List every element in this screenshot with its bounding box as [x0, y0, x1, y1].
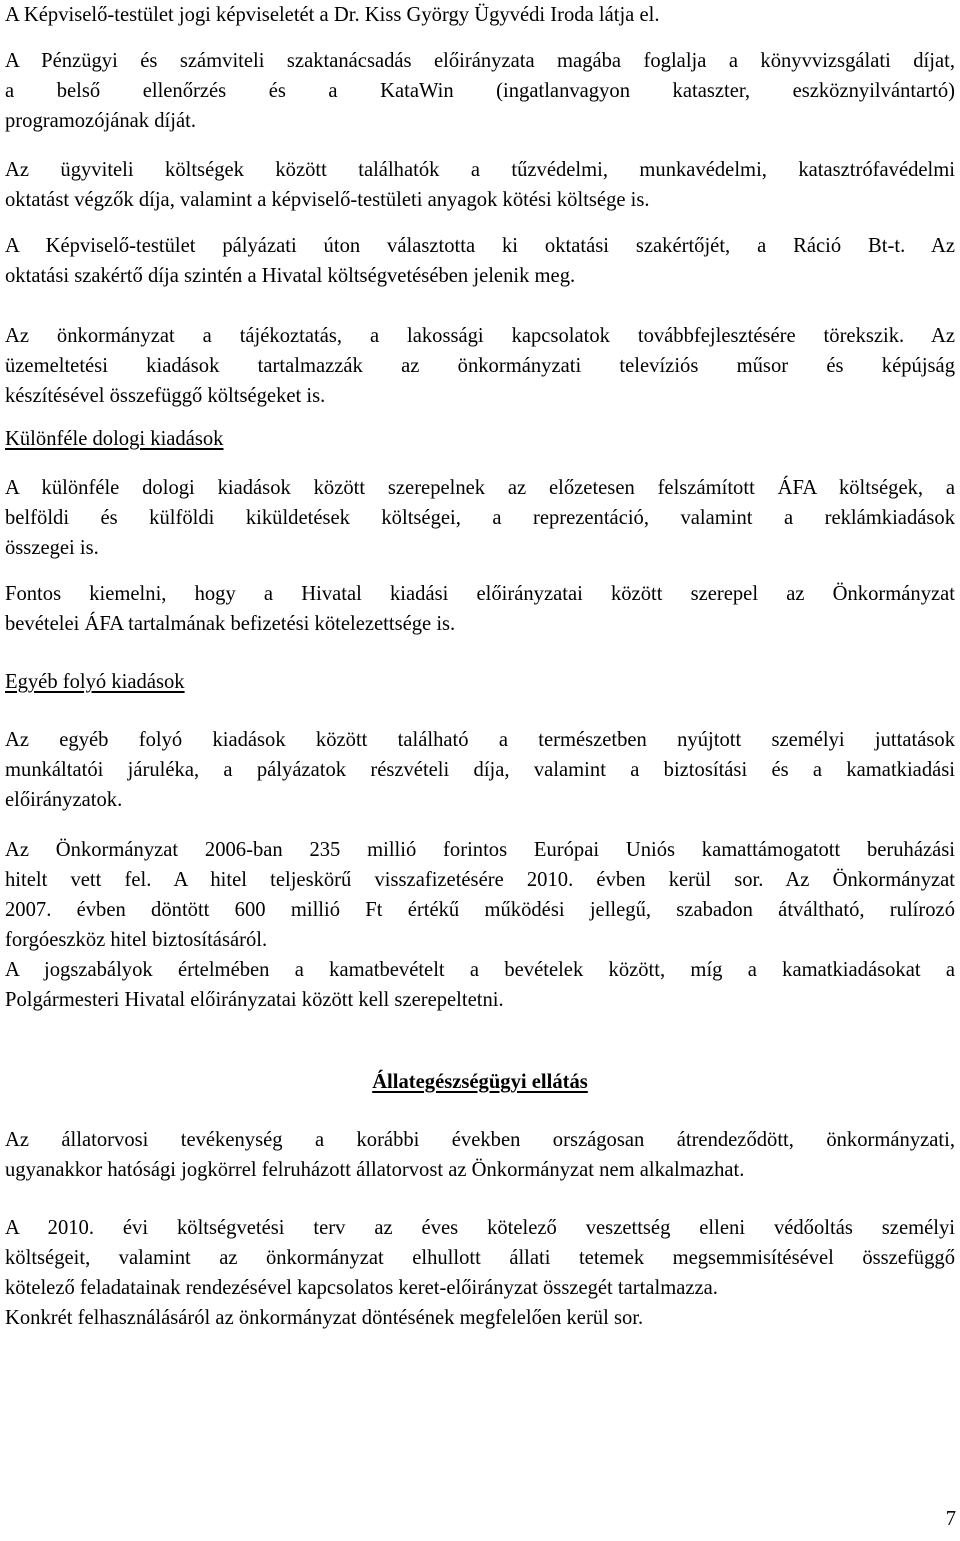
text-line: költségeit, valamint az önkormányzat elhullott állati tetemek megsemmisítésével összefüggő: [5, 1247, 955, 1269]
text-line: kötelező feladatainak rendezésével kapcsolatos keret-előirányzat összegét tartalmazza.: [5, 1277, 718, 1299]
page-number: 7: [945, 1508, 956, 1530]
text-line: Polgármesteri Hivatal előirányzatai között kell szerepeltetni.: [5, 989, 504, 1011]
heading-text: Különféle dologi kiadások: [5, 428, 224, 450]
text-line: A jogszabályok értelmében a kamatbevételt a bevételek között, míg a kamatkiadásokat a: [5, 959, 955, 981]
paragraph-financial-advisory: [5, 46, 955, 136]
text-line: 2007. évben döntött 600 millió Ft értékű működési jellegű, szabadon átváltható, rulírozó: [5, 899, 955, 921]
text-line: A Képviselő-testület jogi képviseletét a Dr. Kiss György Ügyvédi Iroda látja el.: [5, 4, 660, 26]
text-line: belföldi és külföldi kiküldetések költségei, a reprezentáció, valamint a reklámkiadások: [5, 507, 955, 529]
text-line: A Képviselő-testület pályázati úton választotta ki oktatási szakértőjét, a Ráció Bt-t. Az: [5, 235, 955, 257]
text-line: a belső ellenőrzés és a KataWin (ingatlanvagyon kataszter, eszköznyilvántartó): [5, 80, 955, 102]
paragraph-rabies-vaccination: [5, 1213, 955, 1333]
text-line: oktatást végzők díja, valamint a képviselő-testületi anyagok kötési költsége is.: [5, 189, 650, 211]
paragraph-legal-representation: [5, 0, 955, 30]
section-heading-animal-health: Állategészségügyi ellátás: [372, 1071, 588, 1093]
text-line: Az állatorvosi tevékenység a korábbi években országosan átrendeződött, önkormányzati,: [5, 1129, 955, 1151]
text-line: Az önkormányzat a tájékoztatás, a lakossági kapcsolatok továbbfejlesztésére törekszik. Az: [5, 325, 955, 347]
section-heading-other-current-expenses: [5, 667, 955, 697]
text-line: A 2010. évi költségvetési terv az éves kötelező veszettség elleni védőoltás személyi: [5, 1217, 955, 1239]
text-line: bevételei ÁFA tartalmának befizetési kötelezettsége is.: [5, 613, 456, 635]
text-line: készítésével összefüggő költségeket is.: [5, 385, 326, 407]
paragraph-vat-obligation: [5, 579, 955, 639]
text-line: Fontos kiemelni, hogy a Hivatal kiadási előirányzatai között szerepel az Önkormányzat: [5, 583, 955, 605]
text-line: oktatási szakértő díja szintén a Hivatal költségvetésében jelenik meg.: [5, 265, 576, 287]
text-line: Az Önkormányzat 2006-ban 235 millió forintos Európai Uniós kamattámogatott beruházási: [5, 839, 955, 861]
paragraph-administrative-costs: [5, 155, 955, 215]
paragraph-other-expenses: [5, 725, 955, 815]
text-line: forgóeszköz hitel biztosításáról.: [5, 929, 268, 951]
section-heading-misc-material-expenses: [5, 424, 955, 454]
paragraph-misc-expenses: [5, 473, 955, 563]
text-line: hitelt vett fel. A hitel teljeskörű visszafizetésére 2010. évben kerül sor. Az Önkormányzat: [5, 869, 955, 891]
text-line: Az egyéb folyó kiadások között található a természetben nyújtott személyi juttatások: [5, 729, 955, 751]
paragraph-education-expert: [5, 231, 955, 291]
paragraph-veterinary: [5, 1125, 955, 1185]
text-line: programozójának díját.: [5, 110, 196, 132]
text-line: munkáltatói járuléka, a pályázatok részvételi díja, valamint a biztosítási és a kamatkiadási: [5, 759, 955, 781]
paragraph-public-information: [5, 321, 955, 411]
text-line: összegei is.: [5, 537, 99, 559]
text-line: ugyanakkor hatósági jogkörrel felruházott állatorvost az Önkormányzat nem alkalmazhat.: [5, 1159, 745, 1181]
text-line: előirányzatok.: [5, 789, 123, 811]
text-line: A Pénzügyi és számviteli szaktanácsadás előirányzata magába foglalja a könyvvizsgálati díjat,: [5, 50, 955, 72]
paragraph-loans: [5, 835, 955, 955]
text-line: Az ügyviteli költségek között találhatók a tűzvédelmi, munkavédelmi, katasztrófavédelmi: [5, 159, 955, 181]
text-line: A különféle dologi kiadások között szerepelnek az előzetesen felszámított ÁFA költségek, a: [5, 477, 955, 499]
text-line: üzemeltetési kiadások tartalmazzák az önkormányzati televíziós műsor és képújság: [5, 355, 955, 377]
text-line: Konkrét felhasználásáról az önkormányzat döntésének megfelelően kerül sor.: [5, 1307, 644, 1329]
paragraph-interest-regulation: [5, 955, 955, 1015]
heading-text: Egyéb folyó kiadások: [5, 671, 185, 693]
